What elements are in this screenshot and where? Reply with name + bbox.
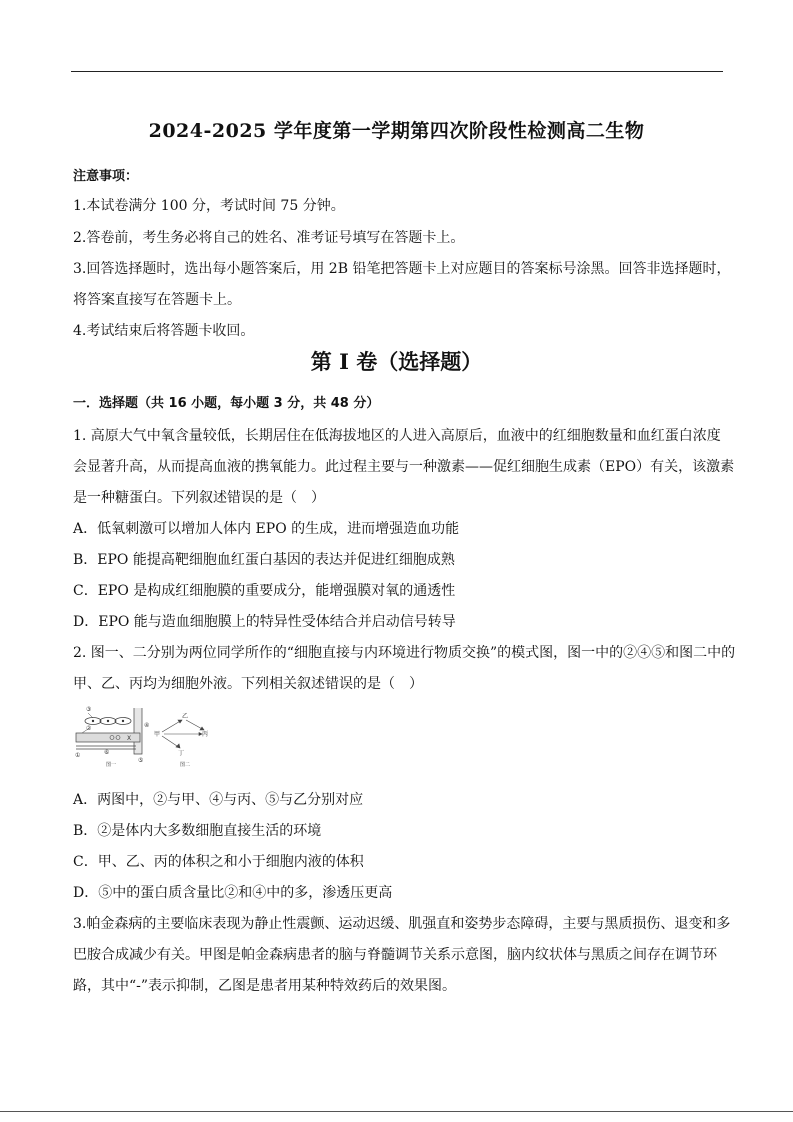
q3-stem-line-1: 3.帕金森病的主要临床表现为静止性震颤、运动迟缓、肌强直和姿势步态障碍，主要与黑质损伤、退变和多	[73, 916, 731, 932]
q1-stem-line-1: 1. 高原大气中氧含量较低，长期居住在低海拔地区的人进入高原后，血液中的红细胞数量和血红蛋白浓度	[73, 428, 721, 444]
notice-item-2: 2.答卷前，考生务必将自己的姓名、准考证号填写在答题卡上。	[73, 230, 465, 246]
notice-item-1: 1.本试卷满分 100 分，考试时间 75 分钟。	[73, 198, 345, 214]
figure-2-arrows	[162, 720, 204, 748]
fig2-label-jia: 甲	[154, 731, 161, 738]
q3-stem-line-2: 巴胺合成减少有关。甲图是帕金森病患者的脑与脊髓调节关系示意图，脑内纹状体与黑质之间存在调节环	[73, 947, 717, 963]
q3-stem-line-3: 路，其中“-”表示抑制，乙图是患者用某种特效药后的效果图。	[73, 978, 457, 994]
fig1-label-x: X	[127, 735, 132, 742]
fig2-label-bing: 丙	[202, 731, 209, 738]
fig2-label-yi: 乙	[182, 713, 189, 720]
q1-option-c: C．EPO 是构成红细胞膜的重要成分，能增强膜对氧的通透性	[73, 583, 456, 599]
fig1-label-1: ①	[75, 752, 81, 759]
fig1-caption: 图一	[106, 762, 117, 768]
q2-figure	[72, 696, 212, 768]
q1-stem-line-2: 会显著升高，从而提高血液的携氧能力。此过程主要与一种激素——促红细胞生成素（EPO）有关，该激素	[73, 459, 735, 475]
q2-option-d: D．⑤中的蛋白质含量比②和④中的多，渗透压更高	[73, 885, 393, 901]
q1-option-d: D．EPO 能与造血细胞膜上的特异性受体结合并启动信号转导	[73, 614, 456, 630]
fig1-label-4: ④	[144, 722, 150, 729]
fig1-label-5: ⑤	[138, 757, 144, 764]
fig1-label-2: ②	[86, 725, 92, 732]
fig2-caption: 图二	[180, 762, 191, 768]
top-rule	[71, 71, 723, 72]
q2-option-b: B．②是体内大多数细胞直接生活的环境	[73, 823, 322, 839]
fig1-label-6: ⑥	[104, 749, 110, 756]
page-title: 2024-2025 学年度第一学期第四次阶段性检测高二生物	[148, 120, 645, 142]
q1-option-b: B．EPO 能提高靶细胞血红蛋白基因的表达并促进红细胞成熟	[73, 552, 455, 568]
q1-stem-line-3: 是一种糖蛋白。下列叙述错误的是（ ）	[73, 490, 325, 506]
section-title: 第 I 卷（选择题）	[310, 349, 483, 374]
notice-item-4: 4.考试结束后将答题卡收回。	[73, 323, 255, 339]
q2-option-c: C．甲、乙、丙的体积之和小于细胞内液的体积	[73, 854, 364, 870]
notice-item-3-cont: 将答案直接写在答题卡上。	[73, 292, 241, 308]
fig1-label-3: ③	[86, 706, 92, 713]
notice-heading: 注意事项：	[73, 169, 139, 184]
part-heading: 一．选择题（共 16 小题，每小题 3 分，共 48 分）	[73, 396, 380, 411]
fig2-label-ding: 丁	[178, 750, 185, 757]
q1-option-a: A．低氧刺激可以增加人体内 EPO 的生成，进而增强造血功能	[73, 521, 460, 537]
notice-item-3: 3.回答选择题时，选出每小题答案后，用 2B 铅笔把答题卡上对应题目的答案标号涂黑。回答非选择题时，	[73, 261, 731, 277]
q2-option-a: A．两图中，②与甲、④与丙、⑤与乙分别对应	[73, 792, 364, 808]
q2-stem-line-1: 2. 图一、二分别为两位同学所作的“细胞直接与内环境进行物质交换”的模式图，图一中的②④⑤和图二中的	[73, 645, 736, 661]
bottom-rule	[0, 1111, 793, 1112]
q2-stem-line-2: 甲、乙、丙均为细胞外液。下列相关叙述错误的是（ ）	[73, 676, 423, 692]
